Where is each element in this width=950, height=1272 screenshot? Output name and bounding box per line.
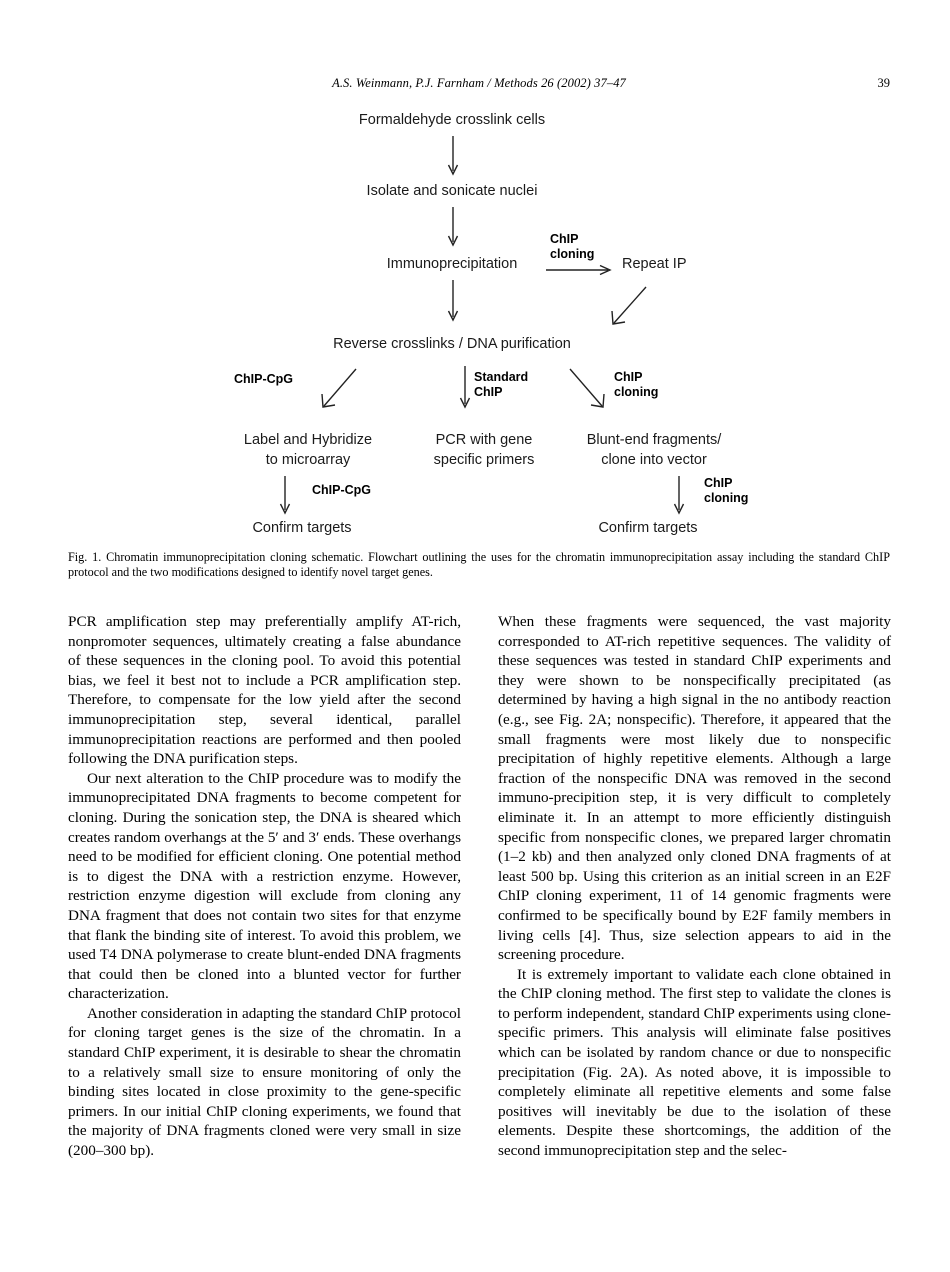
flow-label-chip-cloning-top-line1: ChIP — [550, 232, 579, 246]
arrow-down-icon-chip-cpg-lower — [278, 476, 292, 518]
figure-caption: Fig. 1. Chromatin immunoprecipitation cloning schematic. Flowchart outlining the uses for the chromatin immunoprecipitation assay including the standard ChIP protocol and the two modifications designed to identify novel target genes. — [68, 550, 890, 580]
arrow-down-icon-standard-chip — [458, 366, 472, 412]
arrow-diagonal-down-left-icon-repeat-ip — [608, 284, 650, 328]
flow-node-pcr-gene-specific-primers — [434, 430, 535, 470]
flow-label-chip-cloning-lower-line1: ChIP — [704, 476, 733, 490]
flow-label-chip-cloning-lower — [704, 476, 748, 505]
paragraph: Another consideration in adapting the standard ChIP protocol for cloning target genes is the size of the chromatin. In a standard ChIP experiment, it is desirable to shear the chromatin to a relatively small size to ensure monitoring of only the binding sites located in close proximity to the gene-specific primers. In our initial ChIP cloning experiments, we found that the majority of DNA fragments cloned were very small in size (200–300 bp). — [68, 1004, 461, 1160]
flow-node-blunt-line1: Blunt-end fragments/ — [586, 432, 722, 448]
page-number: 39 — [877, 76, 890, 90]
flow-label-chip-cloning-top — [550, 232, 594, 261]
flow-label-chip-cpg-branch — [234, 372, 293, 387]
paragraph: Our next alteration to the ChIP procedure was to modify the immunoprecipitated DNA fragments to become competent for cloning. During the sonication step, the DNA is sheared which creates random overhangs at the 5′ and 3′ ends. These overhangs need to be modified for efficient cloning. One potential method is to digest the DNA with a restriction enzyme. However, restriction enzyme digestion will exclude from cloning any DNA fragment that does not contain two sites for that enzyme that flank the binding site of interest. To avoid this problem, we used T4 DNA polymerase to create blunt-ended DNA fragments that could then be cloned into a blunted vector for further characterization. — [68, 769, 461, 1003]
flow-node-confirm-targets-left: Confirm targets — [252, 520, 352, 536]
flow-node-confirm-targets-right: Confirm targets — [598, 520, 698, 536]
arrow-down-icon-3 — [446, 280, 460, 324]
figure-1-flowchart — [68, 108, 890, 538]
flow-label-standard-chip-line1: Standard — [474, 370, 529, 384]
flow-label-chip-cloning-branch — [614, 370, 658, 399]
flow-node-label-hybridize-line2: to microarray — [265, 452, 351, 468]
arrow-down-icon-1 — [446, 136, 460, 178]
journal-citation: A.S. Weinmann, P.J. Farnham / Methods 26 (2002) 37–47 — [332, 76, 626, 90]
flow-node-label-hybridize-microarray — [244, 430, 372, 470]
flow-label-chip-cpg-lower-line1: ChIP-CpG — [312, 483, 372, 497]
flow-label-chip-cloning-branch-line1: ChIP — [614, 370, 643, 384]
body-column-left — [68, 612, 461, 1161]
arrow-down-icon-chip-cloning-lower — [672, 476, 686, 518]
flow-label-chip-cloning-lower-line2: cloning — [704, 490, 749, 505]
body-column-right — [498, 612, 891, 1161]
paragraph: It is extremely important to validate each clone obtained in the ChIP cloning method. The first step to validate the clones is to perform independent, standard ChIP experiments using clone-specific primers. This analysis will eliminate false positives which can be isolated by random chance or due to nonspecific precipitation (Fig. 2A). As noted above, it is impossible to completely eliminate all repetitive elements and some false positives will inevitably be due to the isolation of these elements. Despite these shortcomings, the addition of the second immunoprecipitation step and the selec- — [498, 965, 891, 1160]
arrow-diagonal-down-right-icon-chip-cloning — [566, 366, 610, 412]
flow-node-blunt-end-fragments-clone-vector — [587, 430, 722, 470]
paragraph: PCR amplification step may preferentially amplify AT-rich, nonpromoter sequences, ultimately creating a false abundance of these sequences in the cloning pool. To avoid this potential bias, we feel it best not to include a PCR amplification step. Therefore, to compensate for the low yield after the second immunoprecipitation step, several identical, parallel immunoprecipitation reactions are performed and then pooled following the DNA purification steps. — [68, 613, 461, 768]
flow-label-chip-cloning-top-line2: cloning — [550, 246, 595, 261]
flow-node-pcr-line2: specific primers — [433, 452, 535, 468]
flow-node-immunoprecipitation: Immunoprecipitation — [386, 256, 518, 272]
flow-node-reverse-crosslinks: Reverse crosslinks / DNA purification — [333, 336, 571, 352]
flow-label-chip-cloning-branch-line2: cloning — [614, 384, 659, 399]
flow-node-isolate-sonicate-nuclei: Isolate and sonicate nuclei — [366, 183, 538, 199]
flow-node-formaldehyde-crosslink-cells: Formaldehyde crosslink cells — [358, 112, 546, 128]
flow-label-chip-cpg-branch-line1: ChIP-CpG — [234, 372, 294, 386]
flow-label-chip-cpg-lower — [312, 483, 371, 498]
flow-node-label-hybridize-line1: Label and Hybridize — [243, 432, 373, 448]
flow-node-repeat-ip: Repeat IP — [622, 256, 687, 272]
arrow-right-icon — [546, 263, 614, 277]
flow-node-pcr-line1: PCR with gene — [435, 432, 533, 448]
running-head — [68, 76, 890, 94]
arrow-diagonal-down-left-icon-chip-cpg — [316, 366, 360, 412]
flow-node-blunt-line2: clone into vector — [601, 452, 707, 468]
arrow-down-icon-2 — [446, 207, 460, 249]
flow-label-standard-chip — [474, 370, 528, 399]
paragraph: When these fragments were sequenced, the vast majority corresponded to AT-rich repetitive sequences. The validity of these sequences was tested in standard ChIP experiments and they were shown to be nonspecifically precipitated (as determined by having a high signal in the no antibody reaction (e.g., see Fig. 2A; nonspecific). Therefore, it appeared that the small fragments were most likely due to nonspecific precipitation of highly repetitive elements. Although a large fraction of the nonspecific DNA was removed in the second immuno-precipition step, it is very difficult to completely eliminate it. In an attempt to more efficiently distinguish specific from nonspecific clones, we prepared larger chromatin (1–2 kb) and then analyzed only cloned DNA fragments of at least 500 bp. Using this criterion as an initial screen in an E2F ChIP cloning experiment, 11 of 14 genomic fragments were confirmed to be specifically bound by E2F family members in living cells [4]. Thus, size selection appears to aid in the screening procedure. — [498, 613, 891, 964]
flow-label-standard-chip-line2: ChIP — [474, 384, 503, 399]
